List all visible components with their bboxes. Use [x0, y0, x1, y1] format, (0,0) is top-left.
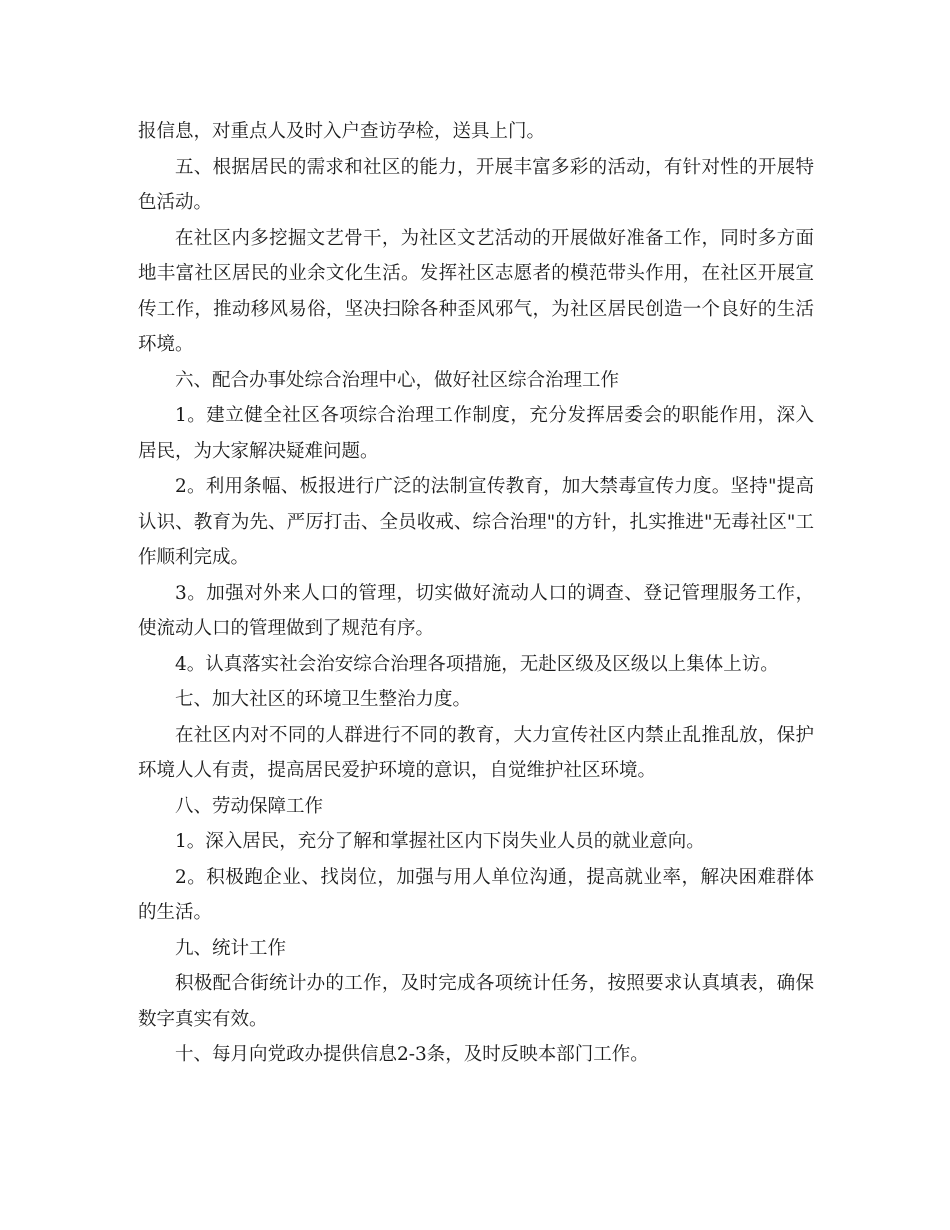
section-heading-6: 六、配合办事处综合治理中心，做好社区综合治理工作	[175, 369, 620, 391]
paragraph-continuation: 报信息，对重点人及时入户查访孕检，送具上门。	[138, 121, 546, 142]
section-heading-7: 七、加大社区的环境卫生整治力度。	[175, 689, 472, 710]
list-item: 2。利用条幅、板报进行广泛的法制宣传教育，加大禁毒宣传力度。坚持"提高认识、教育为先、严厉打击、全员收戒、综合治理"的方针，扎实推进"无毒社区"工作顺利完成。	[138, 476, 814, 568]
section-heading-8: 八、劳动保障工作	[175, 795, 324, 817]
list-item: 1。深入居民，充分了解和掌握社区内下岗失业人员的就业意向。	[175, 831, 705, 852]
list-item: 4。认真落实社会治安综合治理各项措施，无赴区级及区级以上集体上访。	[175, 653, 779, 675]
section-heading-10: 十、每月向党政办提供信息2-3条，及时反映本部门工作。	[175, 1044, 649, 1065]
list-item: 3。加强对外来人口的管理，切实做好流动人口的调查、登记管理服务工作，使流动人口的管理做到了规范有序。	[138, 582, 814, 639]
paragraph: 积极配合街统计办的工作，及时完成各项统计任务，按照要求认真填表，确保数字真实有效。	[138, 973, 814, 1030]
list-item: 1。建立健全社区各项综合治理工作制度，充分发挥居委会的职能作用，深入居民，为大家解决疑难问题。	[138, 405, 814, 462]
section-heading-5: 五、根据居民的需求和社区的能力，开展丰富多彩的活动，有针对性的开展特色活动。	[138, 156, 814, 213]
paragraph: 在社区内多挖掘文艺骨干，为社区文艺活动的开展做好准备工作，同时多方面地丰富社区居民的业余文化生活。发挥社区志愿者的模范带头作用，在社区开展宣传工作，推动移风易俗，坚决扫除各种歪风邪气，为社区居民创造一个良好的生活环境。	[138, 227, 814, 355]
paragraph: 在社区内对不同的人群进行不同的教育，大力宣传社区内禁止乱推乱放，保护环境人人有责，提高居民爱护环境的意识，自觉维护社区环境。	[138, 724, 814, 781]
section-heading-9: 九、统计工作	[175, 937, 287, 959]
list-item: 2。积极跑企业、找岗位，加强与用人单位沟通，提高就业率，解决困难群体的生活。	[138, 866, 814, 923]
document-body	[138, 114, 814, 1073]
